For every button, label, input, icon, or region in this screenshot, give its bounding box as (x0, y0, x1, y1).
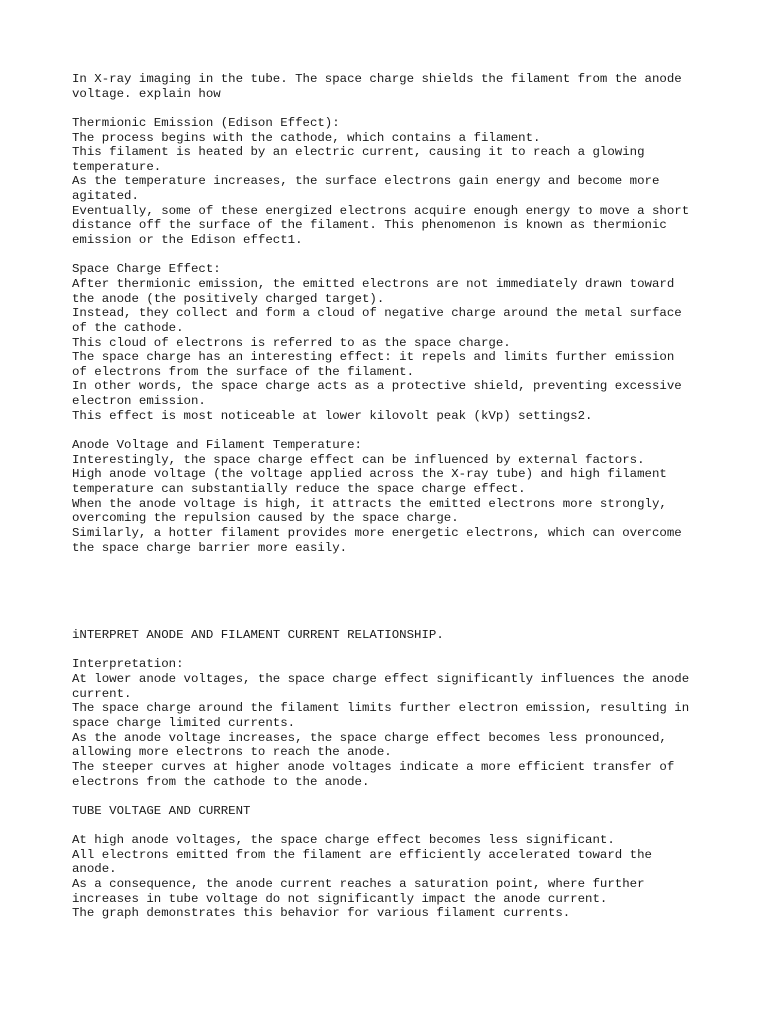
section-interpretation (72, 657, 712, 789)
text-line: The space charge has an interesting effect: it repels and limits further emission (72, 350, 675, 365)
text-line: At high anode voltages, the space charge effect becomes less significant. (72, 833, 615, 848)
text-line: All electrons emitted from the filament are efficiently accelerated toward the (72, 847, 652, 862)
text-line: space charge limited currents. (72, 715, 296, 730)
text-line: anode. (72, 862, 117, 877)
text-line: High anode voltage (the voltage applied across the X-ray tube) and high filament (72, 467, 667, 482)
text-line: As the temperature increases, the surface electrons gain energy and become more (72, 174, 660, 189)
text-line: After thermionic emission, the emitted electrons are not immediately drawn toward (72, 276, 675, 291)
text-line: Interestingly, the space charge effect can be influenced by external factors. (72, 452, 645, 467)
text-line: voltage. explain how (72, 86, 221, 101)
text-line: current. (72, 686, 132, 701)
section-tube-voltage-current (72, 804, 712, 921)
text-line: allowing more electrons to reach the anode. (72, 745, 392, 760)
text-line: electron emission. (72, 394, 206, 409)
text-line: electrons from the cathode to the anode. (72, 774, 370, 789)
text-line: temperature can substantially reduce the space charge effect. (72, 481, 526, 496)
text-line: As a consequence, the anode current reaches a saturation point, where further (72, 877, 645, 892)
text-line: The space charge around the filament limits further electron emission, resulting in (72, 701, 690, 716)
blank-line (72, 423, 712, 438)
text-line: At lower anode voltages, the space charge effect significantly influences the anode (72, 672, 690, 687)
blank-line (72, 101, 712, 116)
text-line: the anode (the positively charged target). (72, 291, 385, 306)
text-line: temperature. (72, 159, 162, 174)
text-line: emission or the Edison effect1. (72, 233, 303, 248)
text-line: The steeper curves at higher anode voltages indicate a more efficient transfer of (72, 759, 675, 774)
section-heading: Thermionic Emission (Edison Effect): (72, 115, 340, 130)
section-heading: Anode Voltage and Filament Temperature: (72, 438, 362, 453)
text-line: When the anode voltage is high, it attracts the emitted electrons more strongly, (72, 496, 667, 511)
section-space-charge-effect (72, 262, 712, 423)
text-line: The process begins with the cathode, which contains a filament. (72, 130, 541, 145)
text-line: distance off the surface of the filament. This phenomenon is known as thermionic (72, 218, 667, 233)
section-heading: TUBE VOLTAGE AND CURRENT (72, 803, 251, 818)
section-heading: Space Charge Effect: (72, 262, 221, 277)
section-anode-voltage-filament-temperature (72, 438, 712, 555)
text-line: of electrons from the surface of the filament. (72, 364, 415, 379)
intro-paragraph (72, 72, 712, 101)
blank-line (72, 789, 712, 804)
text-line: increases in tube voltage do not significantly impact the anode current. (72, 891, 608, 906)
section-heading: Interpretation: (72, 657, 184, 672)
text-line: Eventually, some of these energized electrons acquire enough energy to move a short (72, 203, 690, 218)
text-line: This cloud of electrons is referred to as the space charge. (72, 335, 511, 350)
blank-line (72, 248, 712, 263)
text-line: overcoming the repulsion caused by the space charge. (72, 511, 459, 526)
text-line: agitated. (72, 189, 139, 204)
text-line: of the cathode. (72, 320, 184, 335)
text-line: This effect is most noticeable at lower kilovolt peak (kVp) settings2. (72, 408, 593, 423)
blank-space (72, 555, 712, 628)
text-line: Similarly, a hotter filament provides more energetic electrons, which can overcome (72, 525, 682, 540)
text-line: The graph demonstrates this behavior for various filament currents. (72, 906, 571, 921)
section-heading: iNTERPRET ANODE AND FILAMENT CURRENT RELATIONSHIP. (72, 628, 444, 643)
text-line: Instead, they collect and form a cloud of negative charge around the metal surface (72, 306, 682, 321)
section-interpret-relationship (72, 628, 712, 643)
blank-line (72, 643, 712, 658)
text-line: In other words, the space charge acts as a protective shield, preventing excessive (72, 379, 682, 394)
document-page (72, 72, 712, 921)
text-line: This filament is heated by an electric current, causing it to reach a glowing (72, 145, 645, 160)
blank-line (72, 818, 712, 833)
text-line: As the anode voltage increases, the space charge effect becomes less pronounced, (72, 730, 667, 745)
text-line: In X-ray imaging in the tube. The space charge shields the filament from the anode (72, 72, 682, 86)
section-thermionic-emission (72, 116, 712, 248)
text-line: the space charge barrier more easily. (72, 540, 348, 555)
